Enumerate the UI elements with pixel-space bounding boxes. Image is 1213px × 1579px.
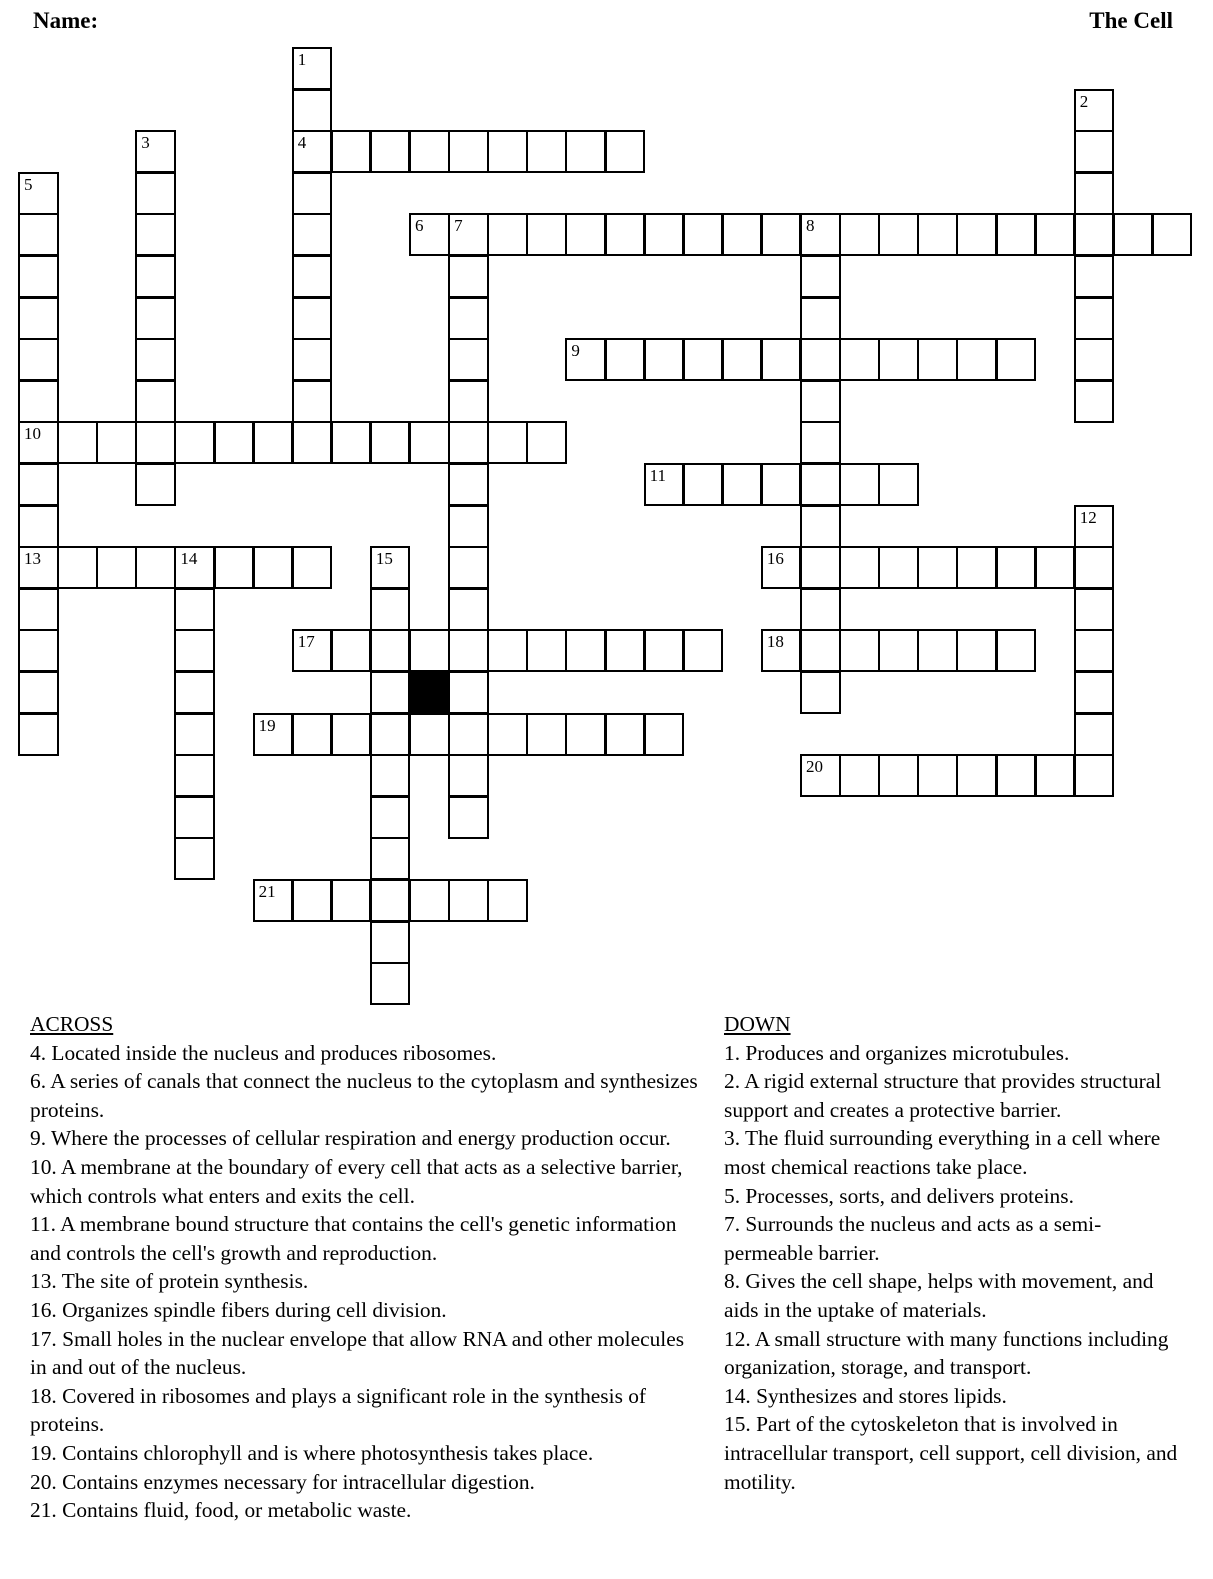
- clue-number: 20: [806, 757, 823, 777]
- crossword-cell[interactable]: [956, 546, 997, 589]
- crossword-cell[interactable]: [135, 463, 176, 506]
- crossword-cell[interactable]: [409, 421, 450, 464]
- crossword-cell[interactable]: [253, 879, 294, 922]
- crossword-cell[interactable]: [565, 629, 606, 672]
- crossword-cell[interactable]: [644, 463, 685, 506]
- down-clue: 12. A small structure with many functions including organization, storage, and transport.: [724, 1326, 1169, 1380]
- clue-number: 4: [297, 133, 307, 153]
- crossword-cell[interactable]: [800, 754, 841, 797]
- clue-number: 5: [24, 174, 33, 194]
- crossword-cell[interactable]: [565, 213, 606, 256]
- crossword-cell[interactable]: [487, 213, 528, 256]
- crossword-cell[interactable]: [605, 713, 646, 756]
- crossword-cell[interactable]: [135, 297, 176, 340]
- crossword-cell[interactable]: [1074, 213, 1115, 256]
- crossword-cell[interactable]: [878, 463, 919, 506]
- clue-number: 6: [415, 216, 424, 236]
- down-clue: 7. Surrounds the nucleus and acts as a semi-permeable barrier.: [724, 1212, 1102, 1265]
- clue-number: 19: [258, 715, 276, 735]
- crossword-cell[interactable]: [761, 213, 802, 256]
- crossword-cell[interactable]: [18, 172, 59, 215]
- crossword-cell[interactable]: [292, 255, 333, 298]
- crossword-cell[interactable]: [722, 463, 763, 506]
- crossword-cell[interactable]: [1074, 380, 1115, 423]
- down-clue: 1. Produces and organizes microtubules.: [724, 1040, 1070, 1065]
- clue-number: 3: [141, 133, 150, 153]
- name-label: Name:: [33, 8, 99, 33]
- crossword-cell[interactable]: [487, 629, 528, 672]
- clue-number: 8: [806, 216, 815, 236]
- crossword-cell[interactable]: [800, 421, 841, 464]
- down-clues: [724, 1010, 1184, 1496]
- crossword-cell[interactable]: [18, 546, 59, 589]
- crossword-cell[interactable]: [956, 213, 997, 256]
- crossword-cell[interactable]: [644, 338, 685, 381]
- crossword-cell[interactable]: [135, 130, 176, 173]
- crossword-cell[interactable]: [996, 629, 1037, 672]
- crossword-cell[interactable]: [800, 213, 841, 256]
- crossword-cell[interactable]: [526, 713, 567, 756]
- crossword-cell[interactable]: [448, 713, 489, 756]
- crossword-cell[interactable]: [18, 671, 59, 714]
- crossword-cell[interactable]: [331, 629, 372, 672]
- crossword-cell[interactable]: [18, 505, 59, 548]
- crossword-cell[interactable]: [57, 421, 98, 464]
- crossword-cell[interactable]: [18, 297, 59, 340]
- across-clue: 18. Covered in ribosomes and plays a significant role in the synthesis of proteins.: [30, 1383, 647, 1437]
- across-clue: 6. A series of canals that connect the nucleus to the cytoplasm and synthesizes proteins.: [30, 1069, 698, 1122]
- crossword-cell[interactable]: [800, 671, 841, 714]
- crossword-cell[interactable]: [292, 47, 333, 90]
- crossword-cell[interactable]: [800, 546, 841, 589]
- clue-number: 7: [454, 216, 463, 236]
- crossword-cell[interactable]: [761, 546, 802, 589]
- crossword-cell[interactable]: [448, 130, 489, 173]
- crossword-cell[interactable]: [18, 338, 59, 381]
- crossword-cell[interactable]: [487, 713, 528, 756]
- crossword-cell[interactable]: [1074, 754, 1115, 797]
- crossword-cell[interactable]: [174, 671, 215, 714]
- crossword-cell[interactable]: [761, 338, 802, 381]
- crossword-cell[interactable]: [409, 213, 450, 256]
- crossword-cell[interactable]: [18, 713, 59, 756]
- crossword-cell[interactable]: [1035, 213, 1076, 256]
- crossword-cell[interactable]: [331, 879, 372, 922]
- clue-number: 14: [180, 549, 198, 569]
- crossword-cell[interactable]: [1074, 629, 1115, 672]
- crossword-cell[interactable]: [448, 297, 489, 340]
- crossword-cell[interactable]: [135, 338, 176, 381]
- crossword-cell[interactable]: [370, 130, 411, 173]
- crossword-cell[interactable]: [18, 213, 59, 256]
- crossword-cell[interactable]: [253, 713, 294, 756]
- crossword-cell[interactable]: [565, 713, 606, 756]
- crossword-cell[interactable]: [1074, 505, 1115, 548]
- crossword-cell[interactable]: [370, 713, 411, 756]
- crossword-cell[interactable]: [683, 463, 724, 506]
- black-cell: [409, 671, 450, 714]
- crossword-cell[interactable]: [878, 629, 919, 672]
- crossword-cell[interactable]: [917, 629, 958, 672]
- down-clue: 3. The fluid surrounding everything in a cell where most chemical reactions take place.: [724, 1126, 1161, 1179]
- crossword-cell[interactable]: [839, 754, 880, 797]
- crossword-cell[interactable]: [448, 338, 489, 381]
- crossword-cell[interactable]: [683, 629, 724, 672]
- across-clue: 20. Contains enzymes necessary for intracellular digestion.: [30, 1469, 535, 1494]
- crossword-cell[interactable]: [292, 629, 333, 672]
- across-clue: 21. Contains fluid, food, or metabolic waste.: [30, 1498, 412, 1523]
- crossword-cell[interactable]: [135, 380, 176, 423]
- crossword-cell[interactable]: [174, 796, 215, 839]
- down-clue: 15. Part of the cytoskeleton that is involved in intracellular transport, cell support, cell division, and motility.: [724, 1412, 1178, 1494]
- crossword-cell[interactable]: [292, 879, 333, 922]
- clue-number: 11: [649, 466, 666, 485]
- down-clue: 8. Gives the cell shape, helps with movement, and aids in the uptake of materials.: [724, 1269, 1154, 1322]
- crossword-cell[interactable]: [448, 546, 489, 589]
- crossword-cell[interactable]: [448, 629, 489, 672]
- clue-number: 17: [297, 632, 315, 652]
- crossword-cell[interactable]: [135, 213, 176, 256]
- crossword-cell[interactable]: [800, 338, 841, 381]
- crossword-cell[interactable]: [448, 463, 489, 506]
- crossword-cell[interactable]: [18, 629, 59, 672]
- crossword-cell[interactable]: [1074, 89, 1115, 132]
- crossword-cell[interactable]: [292, 297, 333, 340]
- crossword-cell[interactable]: [448, 588, 489, 631]
- crossword-cell[interactable]: [800, 297, 841, 340]
- crossword-cell[interactable]: [448, 879, 489, 922]
- across-clue: 11. A membrane bound structure that contains the cell's genetic information and controls the cell's growth and reproduction.: [30, 1212, 677, 1265]
- crossword-cell[interactable]: [174, 713, 215, 756]
- crossword-cell[interactable]: [800, 463, 841, 506]
- crossword-cell[interactable]: [174, 754, 215, 797]
- crossword-cell[interactable]: [996, 338, 1037, 381]
- crossword-cell[interactable]: [917, 213, 958, 256]
- across-clue: 10. A membrane at the boundary of every cell that acts as a selective barrier, which controls what enters and exits the cell.: [30, 1154, 683, 1208]
- crossword-cell[interactable]: [761, 629, 802, 672]
- crossword-cell[interactable]: [370, 671, 411, 714]
- clue-number: 21: [258, 882, 276, 901]
- crossword-cell[interactable]: [487, 879, 528, 922]
- crossword-cell[interactable]: [448, 796, 489, 839]
- crossword-cell[interactable]: [18, 463, 59, 506]
- down-clue: 5. Processes, sorts, and delivers proteins.: [724, 1183, 1074, 1208]
- crossword-cell[interactable]: [917, 338, 958, 381]
- crossword-cell[interactable]: [956, 754, 997, 797]
- clue-number: 12: [1079, 507, 1097, 527]
- crossword-cell[interactable]: [174, 629, 215, 672]
- crossword-cell[interactable]: [839, 338, 880, 381]
- across-clue: 19. Contains chlorophyll and is where photosynthesis takes place.: [30, 1440, 594, 1465]
- crossword-cell[interactable]: [1074, 172, 1115, 215]
- crossword-cell[interactable]: [448, 754, 489, 797]
- crossword-cell[interactable]: [722, 338, 763, 381]
- clue-number: 13: [24, 549, 41, 569]
- crossword-cell[interactable]: [800, 629, 841, 672]
- crossword-cell[interactable]: [174, 837, 215, 880]
- crossword-cell[interactable]: [1074, 546, 1115, 589]
- crossword-cell[interactable]: [214, 421, 255, 464]
- crossword-cell[interactable]: [448, 505, 489, 548]
- crossword-cell[interactable]: [292, 380, 333, 423]
- crossword-cell[interactable]: [370, 962, 411, 1005]
- crossword-cell[interactable]: [565, 338, 606, 381]
- crossword-cell[interactable]: [253, 421, 294, 464]
- crossword-cell[interactable]: [487, 130, 528, 173]
- crossword-cell[interactable]: [370, 421, 411, 464]
- crossword-cell[interactable]: [135, 172, 176, 215]
- crossword-cell[interactable]: [800, 588, 841, 631]
- crossword-cell[interactable]: [605, 130, 646, 173]
- crossword-cell[interactable]: [878, 546, 919, 589]
- crossword-cell[interactable]: [526, 421, 567, 464]
- crossword-cell[interactable]: [722, 213, 763, 256]
- crossword-cell[interactable]: [448, 213, 489, 256]
- crossword-cell[interactable]: [605, 213, 646, 256]
- crossword-cell[interactable]: [214, 546, 255, 589]
- crossword-cell[interactable]: [878, 338, 919, 381]
- crossword-cell[interactable]: [526, 130, 567, 173]
- crossword-cell[interactable]: [526, 629, 567, 672]
- crossword-cell[interactable]: [839, 546, 880, 589]
- crossword-cell[interactable]: [292, 130, 333, 173]
- crossword-cell[interactable]: [1035, 546, 1076, 589]
- crossword-cell[interactable]: [917, 546, 958, 589]
- down-heading: DOWN: [724, 1012, 791, 1036]
- page-title: The Cell: [1089, 8, 1173, 33]
- crossword-cell[interactable]: [370, 921, 411, 964]
- across-clue: 4. Located inside the nucleus and produces ribosomes.: [30, 1040, 497, 1065]
- crossword-cell[interactable]: [292, 546, 333, 589]
- crossword-cell[interactable]: [800, 380, 841, 423]
- crossword-cell[interactable]: [292, 338, 333, 381]
- clue-number: 2: [1079, 91, 1089, 111]
- crossword-cell[interactable]: [135, 546, 176, 589]
- crossword-cell[interactable]: [370, 546, 411, 589]
- crossword-cell[interactable]: [409, 130, 450, 173]
- crossword-cell[interactable]: [996, 546, 1037, 589]
- crossword-cell[interactable]: [605, 338, 646, 381]
- crossword-cell[interactable]: [292, 713, 333, 756]
- crossword-cell[interactable]: [370, 629, 411, 672]
- crossword-cell[interactable]: [956, 629, 997, 672]
- across-clue: 13. The site of protein synthesis.: [30, 1269, 309, 1294]
- crossword-cell[interactable]: [370, 588, 411, 631]
- crossword-cell[interactable]: [1035, 754, 1076, 797]
- crossword-cell[interactable]: [1074, 713, 1115, 756]
- crossword-cell[interactable]: [331, 421, 372, 464]
- crossword-cell[interactable]: [644, 629, 685, 672]
- crossword-cell[interactable]: [1074, 588, 1115, 631]
- crossword-cell[interactable]: [761, 463, 802, 506]
- crossword-cell[interactable]: [96, 546, 137, 589]
- crossword-cell[interactable]: [18, 380, 59, 423]
- clue-number: 10: [24, 424, 41, 444]
- crossword-cell[interactable]: [174, 588, 215, 631]
- crossword-cell[interactable]: [448, 380, 489, 423]
- crossword-cell[interactable]: [917, 754, 958, 797]
- crossword-cell[interactable]: [448, 421, 489, 464]
- crossword-cell[interactable]: [448, 255, 489, 298]
- crossword-cell[interactable]: [174, 546, 215, 589]
- crossword-cell[interactable]: [1113, 213, 1154, 256]
- crossword-cell[interactable]: [605, 629, 646, 672]
- clue-number: 1: [297, 50, 307, 69]
- crossword-cell[interactable]: [409, 879, 450, 922]
- crossword-cell[interactable]: [996, 754, 1037, 797]
- crossword-cell[interactable]: [331, 713, 372, 756]
- across-clue: 9. Where the processes of cellular respiration and energy production occur.: [30, 1126, 671, 1151]
- crossword-cell[interactable]: [526, 213, 567, 256]
- crossword-cell[interactable]: [839, 213, 880, 256]
- crossword-cell[interactable]: [683, 338, 724, 381]
- crossword-cell[interactable]: [800, 255, 841, 298]
- crossword-cell[interactable]: [839, 463, 880, 506]
- down-clue-list: [724, 1039, 1184, 1497]
- crossword-cell[interactable]: [644, 213, 685, 256]
- crossword-cell[interactable]: [174, 421, 215, 464]
- crossword-cell[interactable]: [800, 505, 841, 548]
- crossword-cell[interactable]: [292, 213, 333, 256]
- crossword-cell[interactable]: [370, 837, 411, 880]
- across-clue-list: [30, 1039, 700, 1525]
- crossword-cell[interactable]: [331, 130, 372, 173]
- crossword-cell[interactable]: [448, 671, 489, 714]
- crossword-cell[interactable]: [996, 213, 1037, 256]
- crossword-cell[interactable]: [409, 713, 450, 756]
- crossword-cell[interactable]: [18, 255, 59, 298]
- clue-number: 16: [766, 549, 784, 569]
- crossword-cell[interactable]: [1152, 213, 1193, 256]
- crossword-cell[interactable]: [1074, 255, 1115, 298]
- crossword-cell[interactable]: [57, 546, 98, 589]
- crossword-cell[interactable]: [370, 796, 411, 839]
- crossword-cell[interactable]: [878, 754, 919, 797]
- crossword-cell[interactable]: [1074, 671, 1115, 714]
- crossword-cell[interactable]: [18, 588, 59, 631]
- crossword-cell[interactable]: [683, 213, 724, 256]
- across-clue: 16. Organizes spindle fibers during cell division.: [30, 1297, 447, 1322]
- crossword-cell[interactable]: [370, 879, 411, 922]
- crossword-cell[interactable]: [18, 421, 59, 464]
- crossword-cell[interactable]: [135, 255, 176, 298]
- clue-number: 15: [375, 549, 393, 569]
- crossword-cell[interactable]: [1074, 338, 1115, 381]
- crossword-cell[interactable]: [644, 713, 685, 756]
- clue-number: 18: [766, 632, 784, 652]
- crossword-cell[interactable]: [1074, 297, 1115, 340]
- across-clue: 17. Small holes in the nuclear envelope that allow RNA and other molecules in and out of the nucleus.: [30, 1326, 685, 1380]
- across-heading: ACROSS: [30, 1012, 114, 1036]
- clue-number: 9: [571, 341, 580, 361]
- crossword-cell[interactable]: [487, 421, 528, 464]
- crossword-cell[interactable]: [878, 213, 919, 256]
- crossword-cell[interactable]: [956, 338, 997, 381]
- down-clue: 14. Synthesizes and stores lipids.: [724, 1383, 1007, 1408]
- crossword-cell[interactable]: [292, 89, 333, 132]
- crossword-cell[interactable]: [292, 172, 333, 215]
- crossword-cell[interactable]: [1074, 130, 1115, 173]
- crossword-cell[interactable]: [409, 629, 450, 672]
- crossword-cell[interactable]: [292, 421, 333, 464]
- across-clues: [30, 1010, 700, 1525]
- crossword-cell[interactable]: [135, 421, 176, 464]
- crossword-cell[interactable]: [839, 629, 880, 672]
- crossword-cell[interactable]: [370, 754, 411, 797]
- crossword-cell[interactable]: [96, 421, 137, 464]
- crossword-cell[interactable]: [253, 546, 294, 589]
- down-clue: 2. A rigid external structure that provides structural support and creates a protective barrier.: [724, 1069, 1162, 1122]
- crossword-cell[interactable]: [565, 130, 606, 173]
